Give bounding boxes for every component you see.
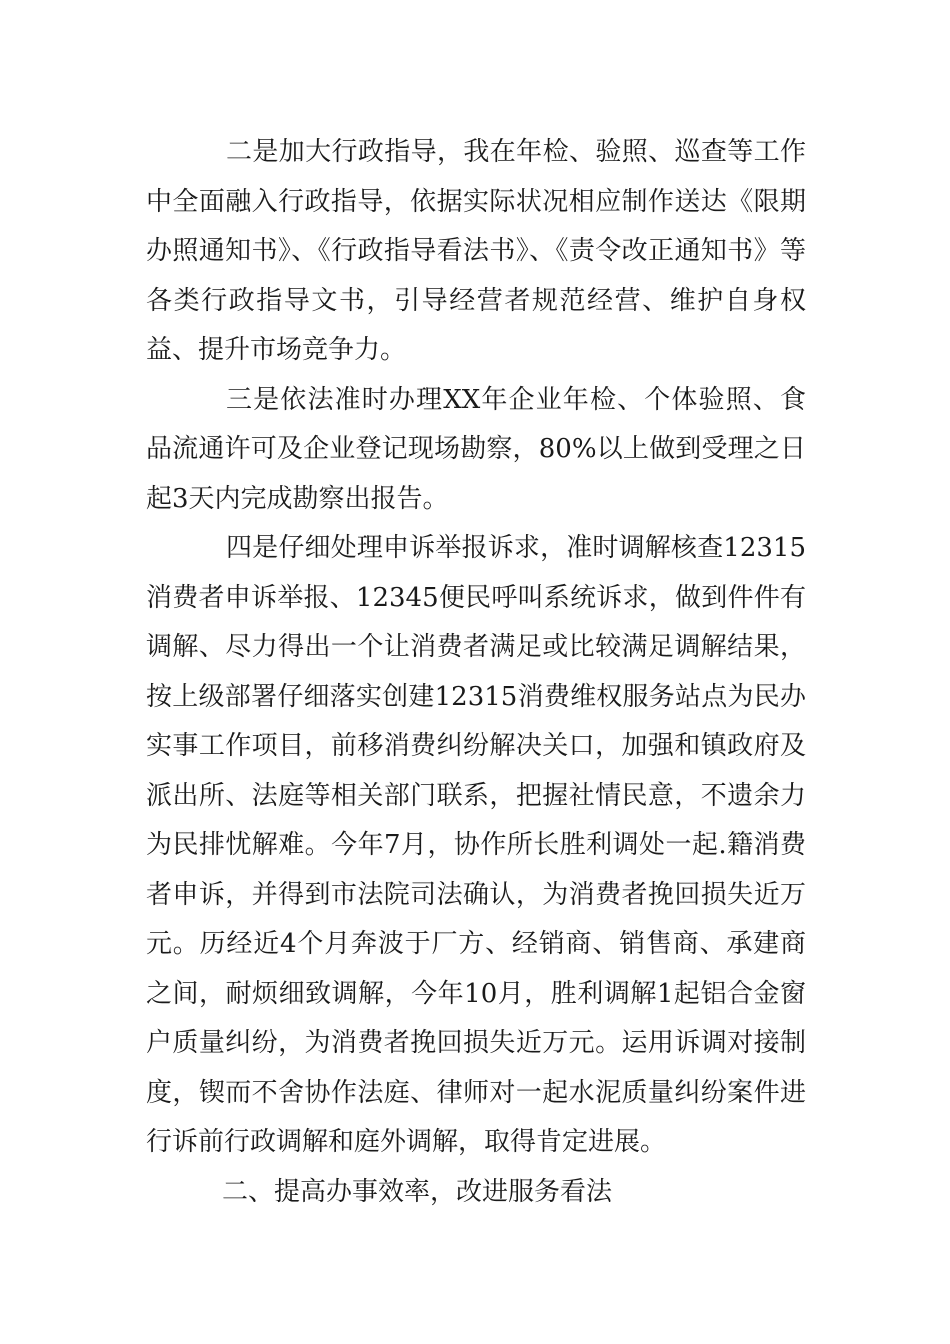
section-heading: 二、提高办事效率，改进服务看法 [222, 1176, 613, 1207]
paragraph-complaint-handling: 四是仔细处理申诉举报诉求，准时调解核查12315消费者申诉举报、12345便民呼叫系统诉求，做到件件有调解、尽力得出一个让消费者满足或比较满足调解结果，按上级部署仔细落实创建12315消费维权服务站点为民办实事工作项目，前移消费纠纷解决关口，加强和镇政府及派出所、法庭等相关部门联系，把握社情民意，不遗余力为民排忧解难。今年7月，协作所长胜利调处一起.籍消费者申诉，并得到市法院司法确认，为消费者挽回损失近万元。历经近4个月奔波于厂方、经销商、销售商、承建商之间，耐烦细致调解，今年10月，胜利调解1起铝合金窗户质量纠纷，为消费者挽回损失近万元。运用诉调对接制度，锲而不舍协作法庭、律师对一起水泥质量纠纷案件进行诉前行政调解和庭外调解，取得肯定进展。 [146, 533, 806, 1157]
paragraph-inspection-handling: 三是依法准时办理XX年企业年检、个体验照、食品流通许可及企业登记现场勘察，80%以上做到受理之日起3天内完成勘察出报告。 [146, 384, 806, 514]
document-body [146, 128, 806, 1217]
paragraph-administrative-guidance: 二是加大行政指导，我在年检、验照、巡查等工作中全面融入行政指导，依据实际状况相应制作送达《限期办照通知书》、《行政指导看法书》、《责令改正通知书》等各类行政指导文书，引导经营者规范经营、维护自身权益、提升市场竞争力。 [146, 137, 806, 365]
